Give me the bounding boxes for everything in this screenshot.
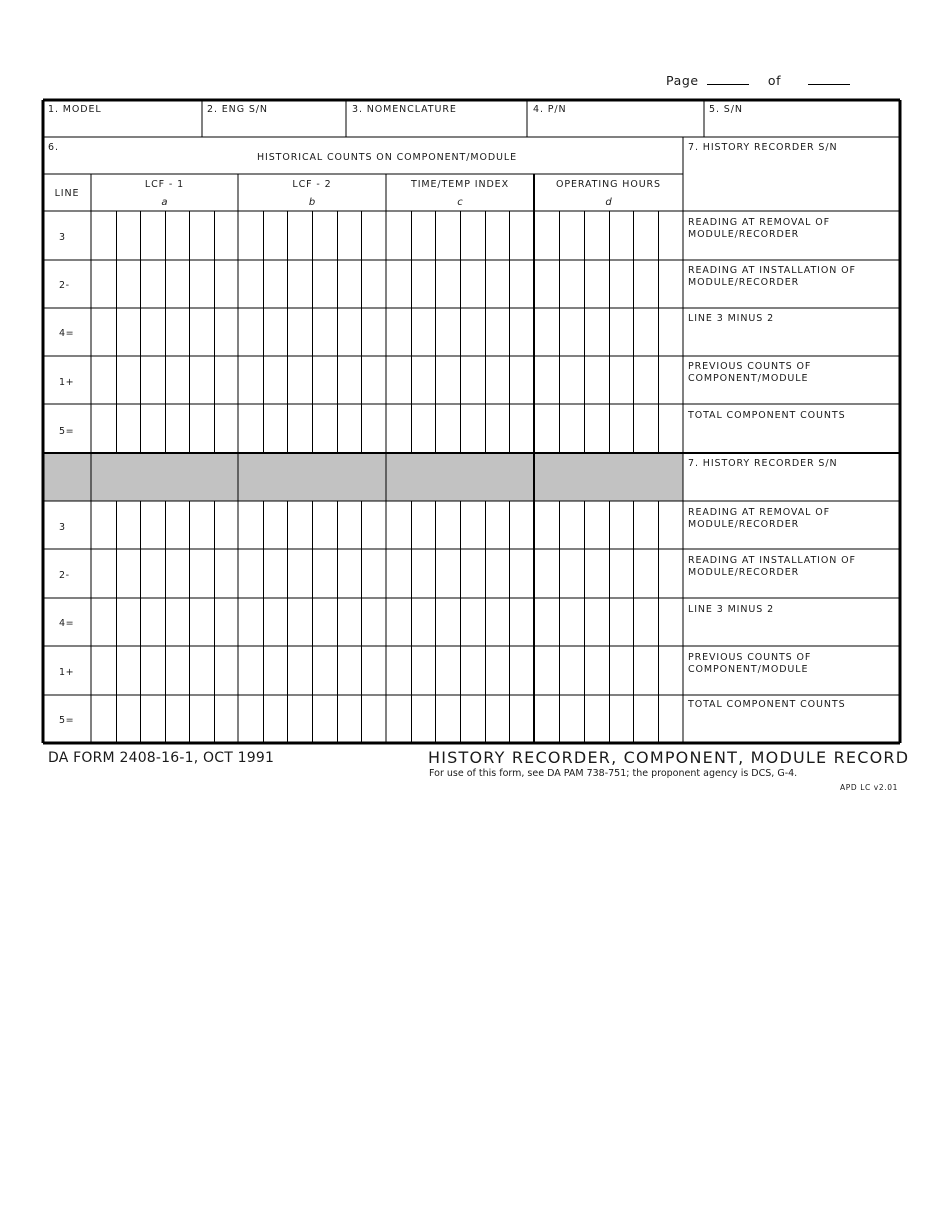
line-number: 2- — [59, 570, 70, 581]
row-label-installation: READING AT INSTALLATION OF MODULE/RECORDER — [688, 555, 856, 578]
model-field[interactable]: 1. MODEL — [48, 104, 102, 115]
form-title: HISTORY RECORDER, COMPONENT, MODULE RECORD — [428, 748, 910, 767]
line-number: 1+ — [59, 667, 75, 678]
row-label-total-counts: TOTAL COMPONENT COUNTS — [688, 410, 846, 421]
lcf-2-sub: b — [308, 197, 316, 208]
lcf-1-header: LCF - 1 — [144, 179, 185, 190]
line-number: 2- — [59, 280, 70, 291]
history-recorder-sn-1[interactable]: 7. HISTORY RECORDER S/N — [688, 142, 838, 153]
sn-field[interactable]: 5. S/N — [709, 104, 743, 115]
form-id: DA FORM 2408-16-1, OCT 1991 — [48, 750, 275, 766]
section-6-number: 6. — [48, 142, 59, 153]
operating-hours-header: OPERATING HOURS — [556, 179, 661, 190]
time-temp-index-sub: c — [457, 197, 463, 208]
line-number: 5= — [59, 715, 75, 726]
row-label-previous-counts: PREVIOUS COUNTS OF COMPONENT/MODULE — [688, 652, 812, 675]
row-label-total-counts: TOTAL COMPONENT COUNTS — [688, 699, 846, 710]
lcf-2-header: LCF - 2 — [292, 179, 332, 190]
form-version: APD LC v2.01 — [840, 783, 898, 792]
line-number: 4= — [59, 618, 75, 629]
time-temp-index-header: TIME/TEMP INDEX — [411, 179, 509, 190]
section-6-title: HISTORICAL COUNTS ON COMPONENT/MODULE — [256, 152, 517, 163]
form-subtitle: For use of this form, see DA PAM 738-751; the proponent agency is DCS, G-4. — [429, 768, 798, 779]
row-label-removal: READING AT REMOVAL OF MODULE/RECORDER — [688, 217, 830, 240]
eng-sn-field[interactable]: 2. ENG S/N — [207, 104, 268, 115]
pn-field[interactable]: 4. P/N — [533, 104, 567, 115]
lcf-1-sub: a — [161, 197, 168, 208]
line-number: 3 — [59, 522, 66, 533]
of-label: of — [767, 73, 782, 88]
row-label-line-3-minus-2: LINE 3 MINUS 2 — [688, 313, 775, 324]
page-label: Page — [666, 73, 699, 88]
shaded-separator-band — [43, 453, 683, 501]
history-recorder-sn-2[interactable]: 7. HISTORY RECORDER S/N — [688, 458, 838, 469]
row-label-line-3-minus-2: LINE 3 MINUS 2 — [688, 604, 775, 615]
line-number: 4= — [59, 328, 75, 339]
line-number: 1+ — [59, 377, 75, 388]
row-label-previous-counts: PREVIOUS COUNTS OF COMPONENT/MODULE — [688, 361, 812, 384]
row-label-installation: READING AT INSTALLATION OF MODULE/RECORDER — [688, 265, 856, 288]
line-number: 3 — [59, 232, 66, 243]
line-number: 5= — [59, 426, 75, 437]
nomenclature-field[interactable]: 3. NOMENCLATURE — [352, 104, 457, 115]
row-label-removal: READING AT REMOVAL OF MODULE/RECORDER — [688, 507, 830, 530]
operating-hours-sub: d — [605, 197, 612, 208]
line-column-header: LINE — [54, 188, 80, 199]
